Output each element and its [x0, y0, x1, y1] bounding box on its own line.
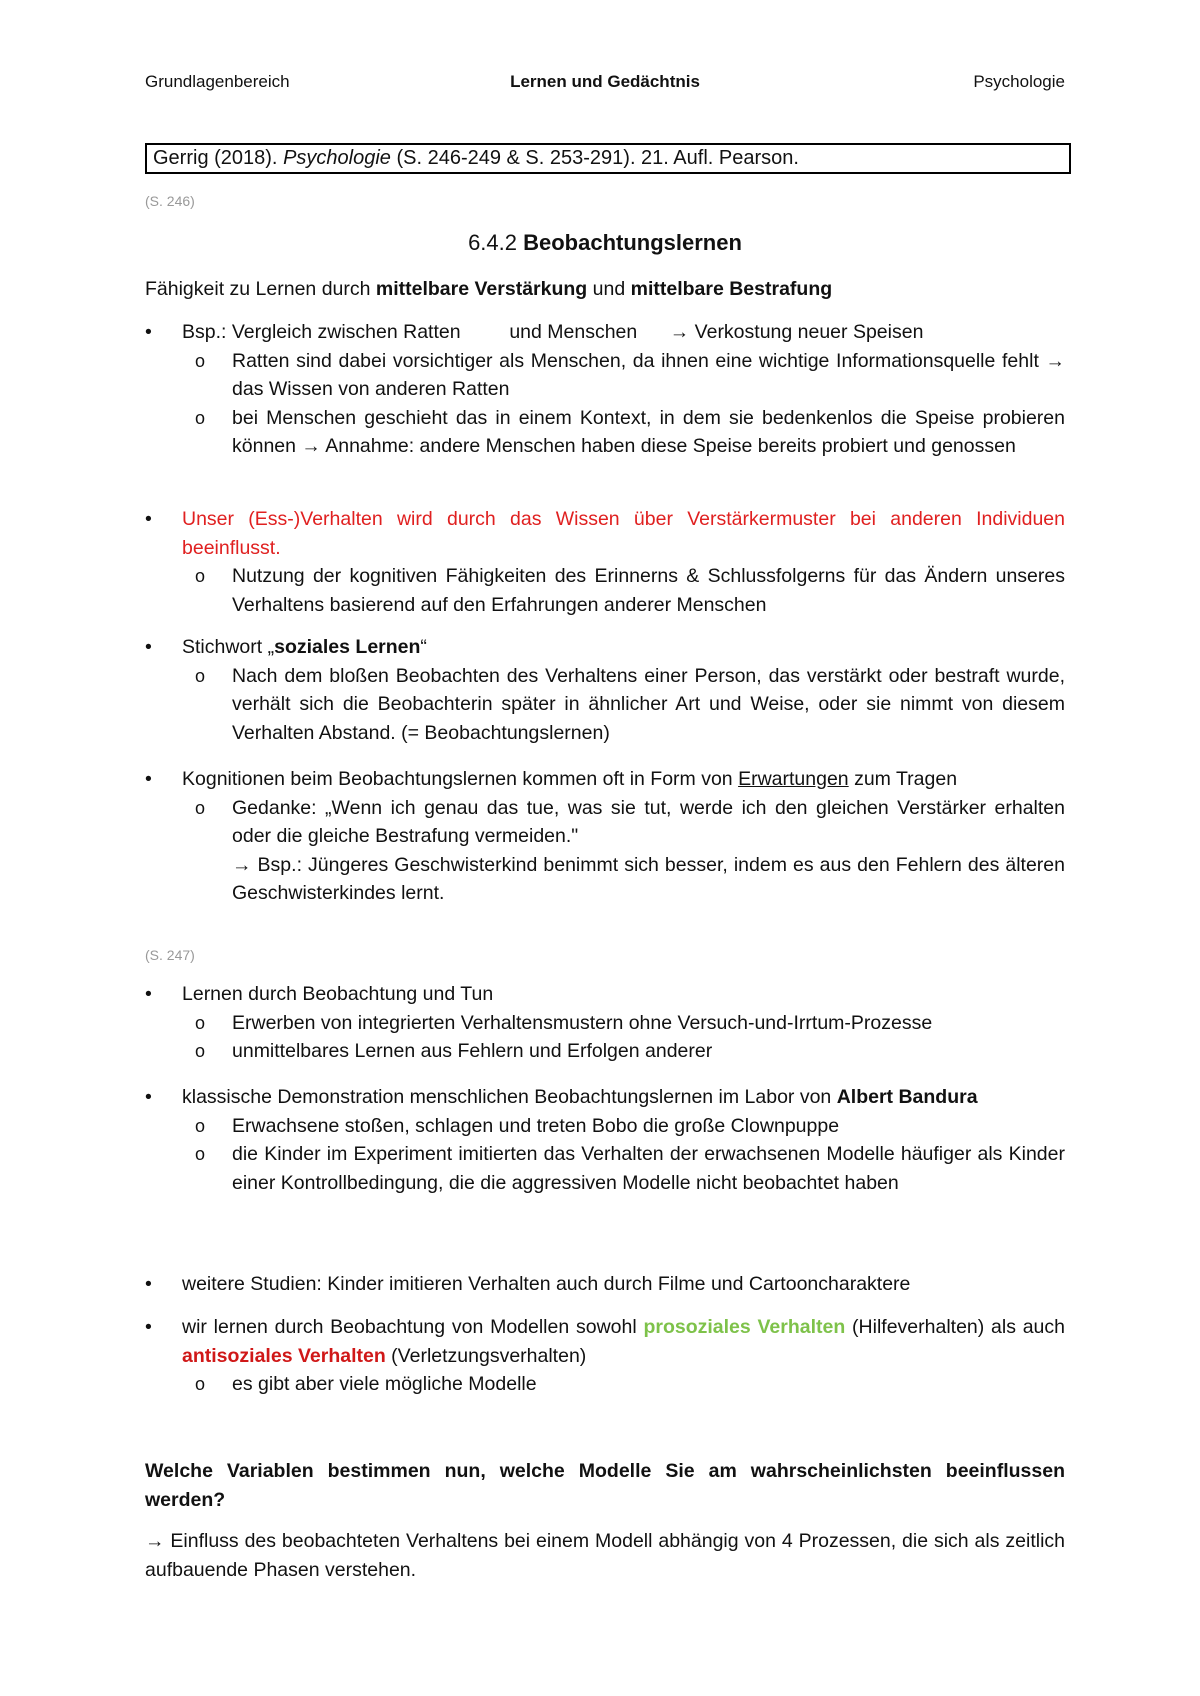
bullet-text: weitere Studien: Kinder imitieren Verhalten auch durch Filme und Cartooncharaktere	[182, 1273, 911, 1295]
section-heading	[145, 230, 1065, 256]
bullet-text: Kognitionen beim Beobachtungslernen kommen oft in Form von	[182, 768, 739, 790]
bullet-line	[145, 1083, 1065, 1112]
sub-bullet	[145, 794, 1065, 908]
sub-bullet	[145, 1037, 1065, 1066]
bullet-icon: •	[145, 983, 152, 1005]
header-title: Lernen und Gedächtnis	[510, 72, 700, 91]
intro-paragraph	[145, 275, 1065, 304]
sub-bullet-icon: o	[195, 566, 206, 586]
bullet-line	[145, 1313, 1065, 1370]
sub-bullet-icon: o	[195, 1041, 206, 1061]
intro-bold-reinforcement: mittelbare Verstärkung	[375, 278, 588, 300]
bullet-underlined-term: Erwartungen	[738, 768, 849, 790]
sub-bullet	[145, 1112, 1065, 1141]
sub-bullet-icon: o	[195, 350, 206, 371]
sub-bullet-text: es gibt aber viele mögliche Modelle	[232, 1373, 537, 1395]
sub-bullet-icon: o	[195, 1012, 206, 1033]
bullet-text: zum Tragen	[848, 768, 958, 790]
sub-bullet	[145, 1009, 1065, 1038]
sub-bullet-icon: o	[195, 1115, 206, 1136]
bullet-icon: •	[145, 321, 152, 343]
bullet-line	[145, 765, 1065, 794]
sub-bullet-icon: o	[195, 797, 206, 818]
sub-bullet	[145, 662, 1065, 748]
bullet-icon: •	[145, 1273, 152, 1295]
sub-bullet-icon: o	[195, 1144, 206, 1164]
sub-bullet-text: Erwerben von integrierten Verhaltensmustern ohne Versuch-und-Irrtum-Prozesse	[232, 1011, 933, 1034]
sub-bullet-icon: o	[195, 407, 206, 428]
bullet-text: Unser (Ess-)Verhalten wird durch das Wissen über Verstärkermuster bei anderen Individuen beeinflusst.	[182, 508, 1065, 559]
bullet-item	[145, 765, 1065, 908]
intro-bold-punishment: mittelbare Bestrafung	[630, 278, 833, 300]
sub-bullet-text: unmittelbares Lernen aus Fehlern und Erfolgen anderer	[232, 1040, 713, 1062]
bullet-text: (Verletzungsverhalten)	[385, 1344, 587, 1367]
bullet-line-highlight	[145, 505, 1065, 562]
question-heading: Welche Variablen bestimmen nun, welche Modelle Sie am wahrscheinlichsten beeinflussen werden?	[145, 1460, 1065, 1511]
sub-bullet-text: bei Menschen geschieht das in einem Kontext, in dem sie bedenkenlos die Speise probieren können → Annahme: andere Menschen haben diese Speise bereits probiert und genossen	[232, 406, 1065, 457]
sub-bullet-text: → Bsp.: Jüngeres Geschwisterkind benimmt sich besser, indem es aus den Fehlern des älteren Geschwisterkindes lernt.	[232, 853, 1065, 904]
bullet-icon: •	[145, 636, 152, 658]
sub-bullet-text: Ratten sind dabei vorsichtiger als Menschen, da ihnen eine wichtige Informationsquelle fehlt → das Wissen von anderen Ratten	[232, 349, 1065, 400]
page-header	[145, 72, 1065, 94]
prosocial-term: prosoziales Verhalten	[643, 1316, 846, 1338]
header-left: Grundlagenbereich	[145, 72, 290, 91]
page-reference: (S. 246)	[145, 193, 195, 209]
intro-text: Fähigkeit zu Lernen durch	[145, 278, 376, 300]
bullet-icon: •	[145, 768, 152, 790]
bullet-bold-term: soziales Lernen	[274, 636, 421, 658]
bullet-line	[145, 1270, 1065, 1299]
sub-bullet	[145, 404, 1065, 461]
sub-bullet	[145, 1140, 1065, 1197]
bullet-item	[145, 1270, 1065, 1299]
page-reference: (S. 247)	[145, 947, 195, 963]
section-number: 6.4.2	[468, 230, 524, 255]
sub-bullet	[145, 562, 1065, 619]
closing-paragraph: → Einfluss des beobachteten Verhaltens bei einem Modell abhängig von 4 Prozessen, die sich als zeitlich aufbauende Phasen verstehen.	[145, 1530, 1065, 1581]
bullet-icon: •	[145, 1086, 152, 1108]
citation-box	[145, 143, 1071, 174]
sub-bullet-text: Nutzung der kognitiven Fähigkeiten des Erinnerns & Schlussfolgerns für das Ändern unseres Verhaltens basierend auf den Erfahrungen anderer Menschen	[232, 565, 1065, 616]
bullet-line	[145, 633, 1065, 662]
sub-bullet	[145, 1370, 1065, 1399]
sub-bullet-text: Nach dem bloßen Beobachten des Verhaltens einer Person, das verstärkt oder bestraft wurde, verhält sich die Beobachterin später in ähnlicher Art und Weise, oder sie nimmt von diesem Verhalten Abstand. (= Beobachtungslernen)	[232, 664, 1065, 744]
bullet-text: Stichwort „	[182, 636, 275, 658]
sub-bullet-text: die Kinder im Experiment imitierten das Verhalten der erwachsenen Modelle häufiger als Kinder einer Kontrollbedingung, die die aggressiven Modelle nicht beobachtet haben	[232, 1143, 1065, 1194]
bullet-item	[145, 1083, 1065, 1197]
bullet-bold-name: Albert Bandura	[836, 1086, 978, 1108]
bullet-text: klassische Demonstration menschlichen Beobachtungslernen im Labor von	[182, 1086, 837, 1108]
header-right: Psychologie	[973, 72, 1065, 91]
sub-bullet	[145, 347, 1065, 404]
bullet-item	[145, 318, 1065, 461]
bullet-text: “	[420, 636, 427, 658]
bullet-text: Lernen durch Beobachtung und Tun	[182, 983, 494, 1005]
bullet-item	[145, 505, 1065, 619]
bullet-text: Bsp.: Vergleich zwischen Ratten und Menschen → Verkostung neuer Speisen	[182, 321, 924, 343]
bullet-item	[145, 980, 1065, 1066]
citation-title: Psychologie	[283, 147, 391, 169]
bullet-icon: •	[145, 1316, 152, 1338]
bullet-text: (Hilfeverhalten) als auch	[845, 1316, 1065, 1338]
bullet-line	[145, 318, 1065, 347]
bullet-line	[145, 980, 1065, 1009]
sub-bullet-text: Erwachsene stoßen, schlagen und treten Bobo die große Clownpuppe	[232, 1114, 840, 1137]
citation-details: (S. 246-249 & S. 253-291). 21. Aufl. Pearson.	[390, 147, 799, 169]
section-title: Beobachtungslernen	[523, 230, 742, 255]
sub-bullet-text: Gedanke: „Wenn ich genau das tue, was sie tut, werde ich den gleichen Verstärker erhalten oder die gleiche Bestrafung vermeiden."	[232, 796, 1065, 847]
antisocial-term: antisoziales Verhalten	[182, 1344, 386, 1367]
intro-text: und	[587, 278, 631, 300]
sub-bullet-icon: o	[195, 665, 206, 686]
sub-bullet-icon: o	[195, 1374, 206, 1394]
bullet-icon: •	[145, 508, 152, 530]
citation-author: Gerrig (2018).	[153, 147, 284, 169]
bullet-text: wir lernen durch Beobachtung von Modellen sowohl	[182, 1316, 644, 1338]
bullet-item	[145, 633, 1065, 747]
bullet-item	[145, 1313, 1065, 1399]
